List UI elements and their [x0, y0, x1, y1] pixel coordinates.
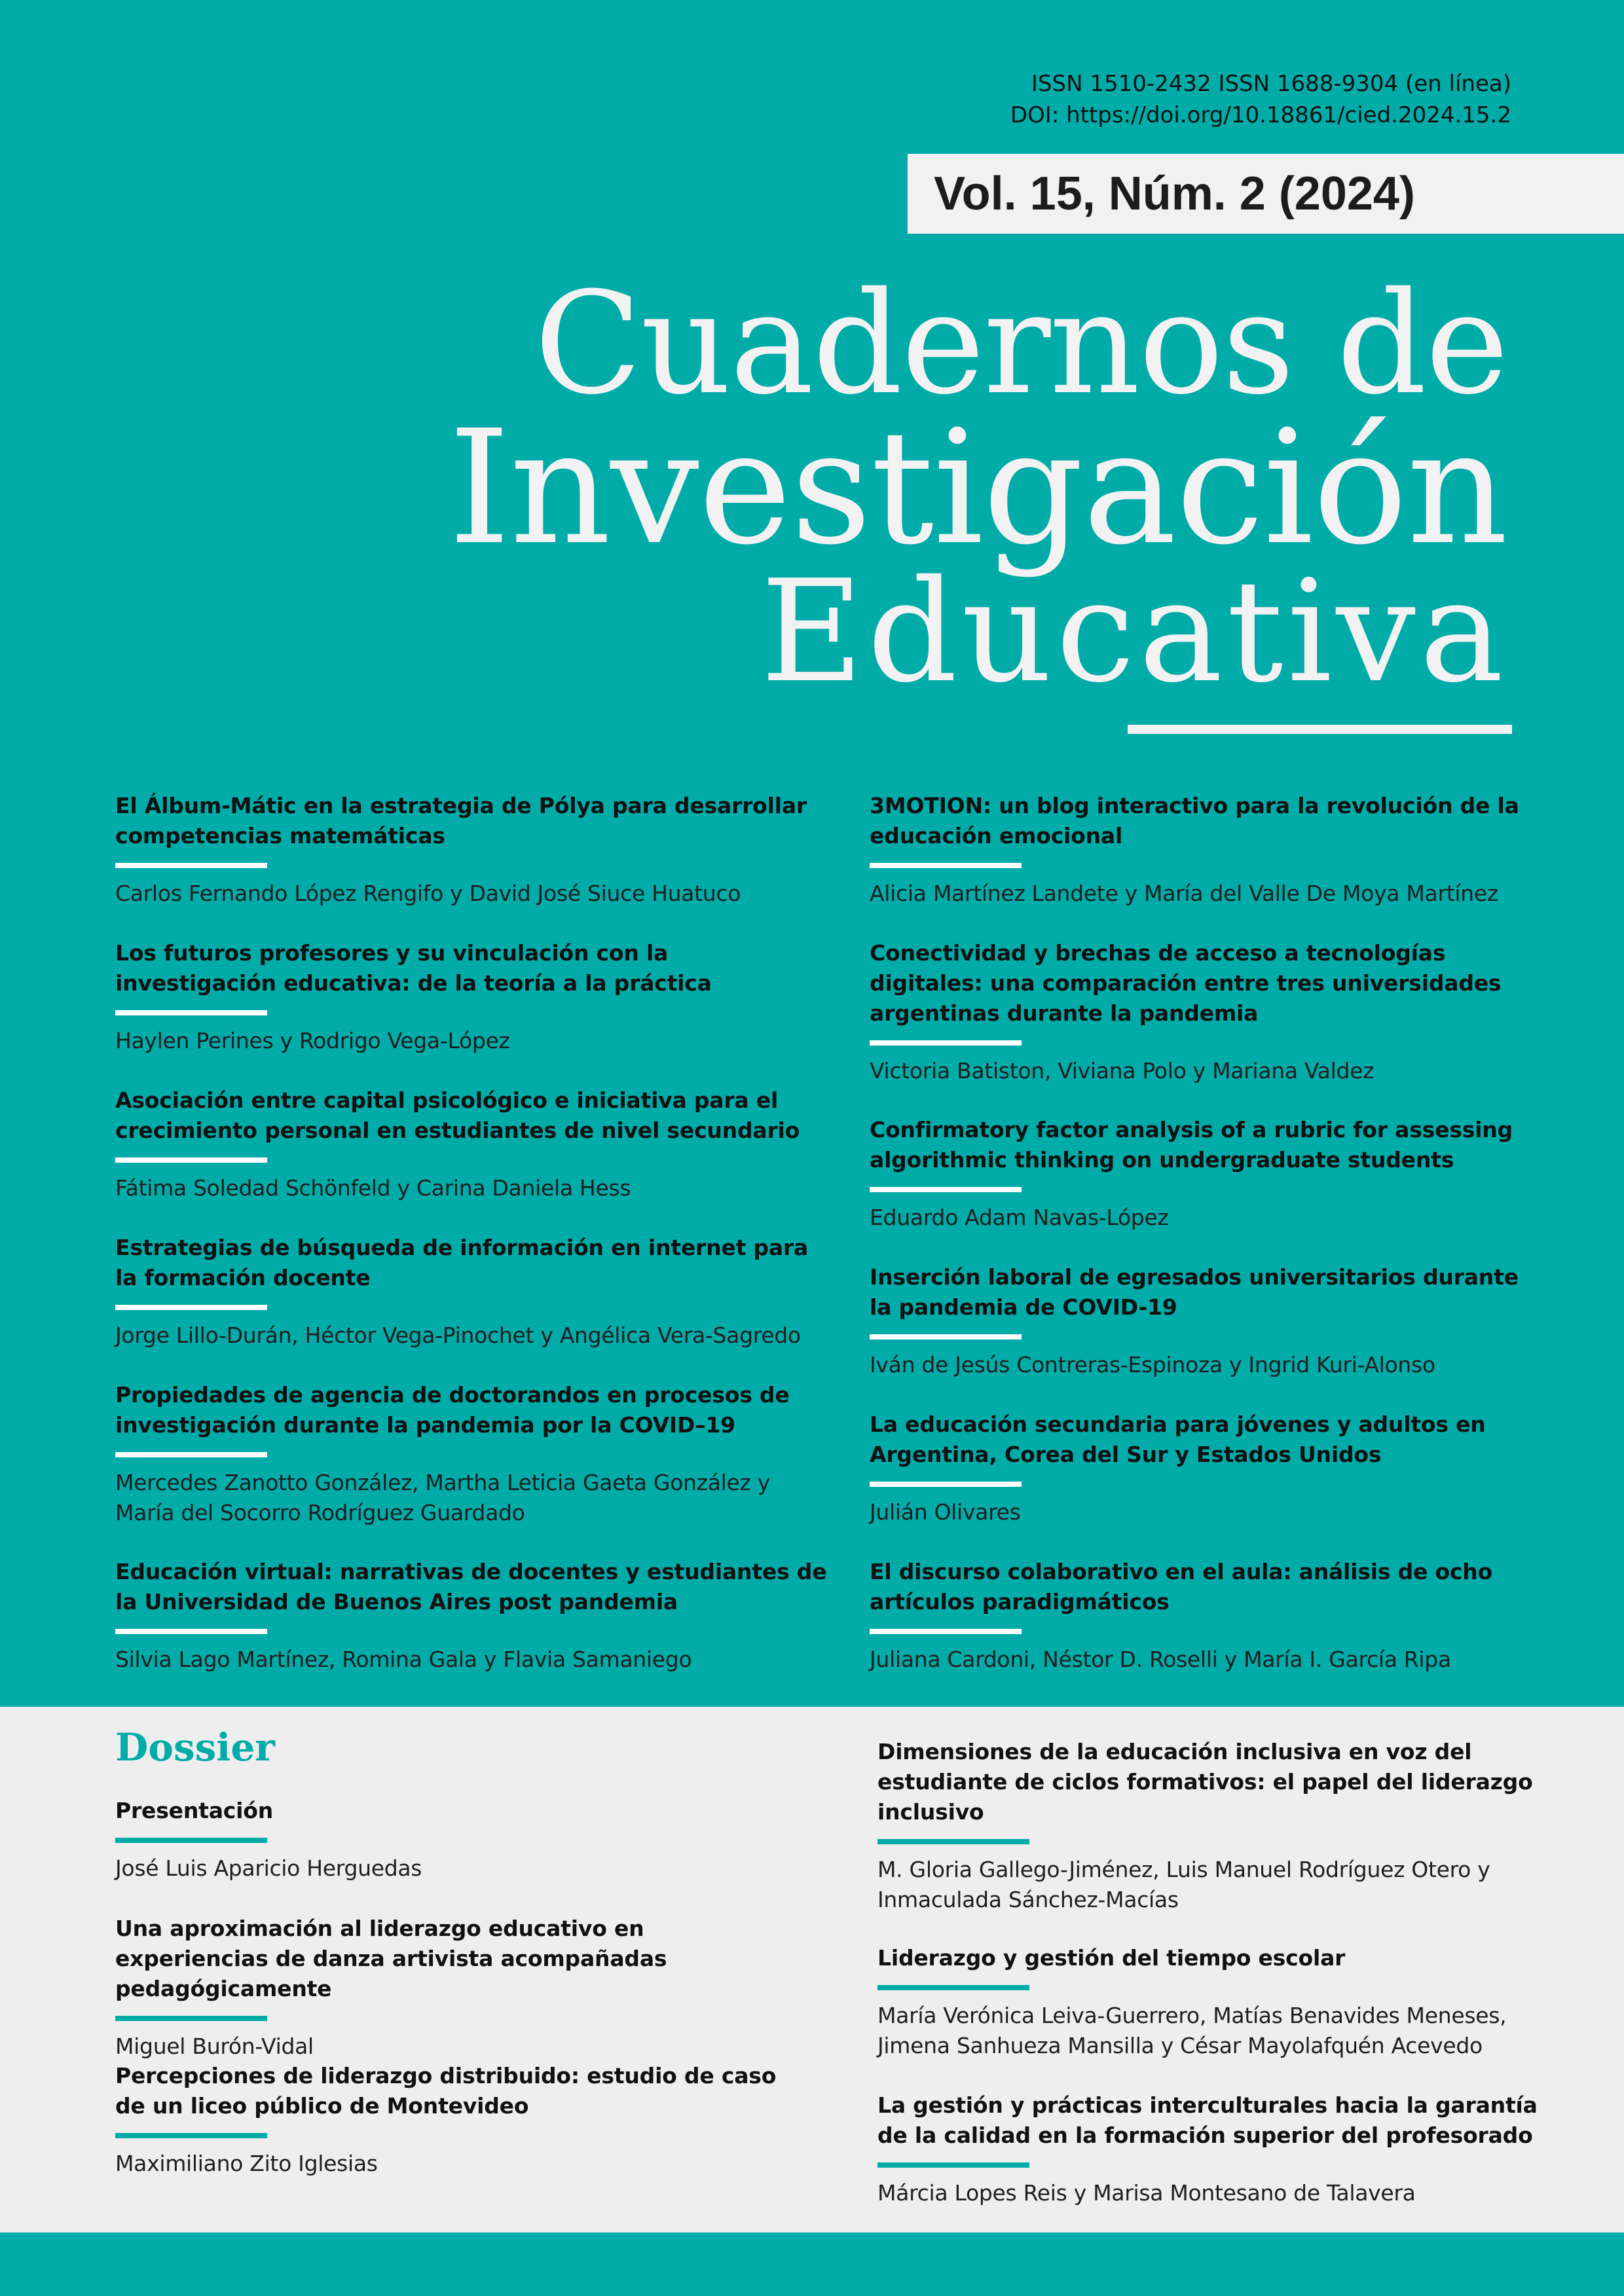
article-authors: Victoria Batiston, Viviana Polo y Mariana Valdez — [870, 1058, 1375, 1084]
dossier-title: Liderazgo y gestión del tiempo escolar — [877, 1945, 1346, 1971]
dossier-authors: Maximiliano Zito Iglesias — [115, 2151, 378, 2176]
article-title: Estrategias de búsqueda de información en internet para la formación docente — [115, 1235, 809, 1290]
dossier-title: La gestión y prácticas interculturales hacia la garantía de la calidad en la formación superior del profesorado — [877, 2092, 1538, 2148]
divider — [115, 1452, 267, 1457]
article-authors: Carlos Fernando López Rengifo y David José Siuce Huatuco — [115, 881, 741, 906]
divider — [870, 1187, 1022, 1192]
divider — [870, 1629, 1022, 1634]
divider — [877, 2162, 1029, 2168]
title-underline — [1128, 725, 1512, 734]
dossier-title: Una aproximación al liderazgo educativo en experiencias de danza artivista acompañadas pedagógicamente — [115, 1916, 667, 2001]
journal-title-line-2: Investigación — [448, 396, 1507, 579]
dossier-authors: María Verónica Leiva-Guerrero, Matías Benavides Meneses, Jimena Sanhueza Mansilla y César Mayolafquén Acevedo — [877, 2003, 1507, 2058]
article-authors: Silvia Lago Martínez, Romina Gala y Flavia Samaniego — [115, 1647, 692, 1672]
article-authors: Iván de Jesús Contreras-Espinoza y Ingrid Kuri-Alonso — [870, 1352, 1435, 1377]
article-entry — [115, 791, 829, 909]
article-entry — [870, 791, 1524, 909]
article-entry — [870, 1410, 1524, 1527]
article-entry — [115, 1233, 829, 1351]
divider — [870, 1334, 1022, 1339]
article-title: 3MOTION: un blog interactivo para la revolución de la educación emocional — [870, 793, 1519, 848]
article-title: Asociación entre capital psicológico e iniciativa para el crecimiento personal en estudiantes de nivel secundario — [115, 1087, 800, 1143]
journal-title — [448, 261, 1507, 714]
dossier-entry — [877, 1943, 1539, 2061]
dossier-entry — [877, 2090, 1539, 2208]
divider — [877, 1839, 1029, 1844]
dossier-title: Percepciones de liderazgo distribuido: estudio de caso de un liceo público de Montevideo — [115, 2063, 777, 2119]
dossier-title: Dimensiones de la educación inclusiva en voz del estudiante de ciclos formativos: el papel del liderazgo inclusivo — [877, 1739, 1533, 1825]
article-title: Propiedades de agencia de doctorandos en procesos de investigación durante la pandemia por la COVID–19 — [115, 1382, 790, 1438]
divider — [115, 1629, 267, 1634]
article-title: Confirmatory factor analysis of a rubric for assessing algorithmic thinking on undergraduate students — [870, 1117, 1513, 1173]
issn-line: ISSN 1510-2432 ISSN 1688-9304 (en línea) — [1031, 71, 1511, 97]
journal-title-line-3: Educativa — [760, 549, 1507, 714]
article-authors: Fátima Soledad Schönfeld y Carina Daniela Hess — [115, 1175, 631, 1201]
volume-box — [908, 154, 1624, 234]
article-title: El Álbum-Mátic en la estrategia de Pólya para desarrollar competencias matemáticas — [115, 793, 807, 848]
divider — [115, 2016, 267, 2021]
article-title: Los futuros profesores y su vinculación con la investigación educativa: de la teoría a la práctica — [115, 940, 712, 996]
divider — [870, 1482, 1022, 1487]
article-title: El discurso colaborativo en el aula: análisis de ocho artículos paradigmáticos — [870, 1559, 1493, 1614]
article-entry — [115, 1085, 829, 1203]
divider — [870, 1040, 1022, 1046]
doi-line: DOI: https://doi.org/10.18861/cied.2024.15.2 — [1010, 102, 1511, 128]
divider — [115, 1157, 267, 1163]
divider — [870, 863, 1022, 868]
article-authors: Jorge Lillo-Durán, Héctor Vega-Pinochet y Angélica Vera-Sagredo — [115, 1322, 801, 1348]
article-title: Educación virtual: narrativas de docentes y estudiantes de la Universidad de Buenos Aires post pandemia — [115, 1559, 827, 1614]
dossier-title: Presentación — [115, 1798, 274, 1823]
dossier-entry — [115, 1796, 790, 1884]
divider — [115, 1305, 267, 1310]
divider — [115, 1838, 267, 1843]
divider — [115, 863, 267, 868]
dossier-authors: José Luis Aparicio Herguedas — [115, 1855, 422, 1881]
dossier-entry — [115, 1914, 790, 2062]
article-entry — [115, 1557, 829, 1675]
article-authors: Eduardo Adam Navas-López — [870, 1205, 1169, 1230]
divider — [115, 2133, 267, 2138]
article-title: Inserción laboral de egresados universitarios durante la pandemia de COVID-19 — [870, 1264, 1519, 1320]
dossier-authors: Miguel Burón-Vidal — [115, 2033, 314, 2059]
article-entry — [115, 1380, 829, 1528]
article-entry — [870, 1262, 1524, 1380]
journal-title-line-1: Cuadernos de — [534, 261, 1507, 426]
article-authors: Alicia Martínez Landete y María del Valle De Moya Martínez — [870, 881, 1498, 906]
article-authors: Julián Olivares — [870, 1499, 1021, 1525]
dossier-authors: M. Gloria Gallego-Jiménez, Luis Manuel Rodríguez Otero y Inmaculada Sánchez-Macías — [877, 1857, 1490, 1912]
article-title: Conectividad y brechas de acceso a tecnologías digitales: una comparación entre tres universidades argentinas durante la pandemia — [870, 940, 1502, 1026]
dossier-entry — [115, 2061, 790, 2179]
divider — [877, 1985, 1029, 1990]
dossier-authors: Márcia Lopes Reis y Marisa Montesano de Talavera — [877, 2180, 1416, 2206]
article-entry — [870, 1115, 1524, 1233]
article-authors: Juliana Cardoni, Néstor D. Roselli y María I. García Ripa — [870, 1647, 1451, 1672]
issn-doi-block — [1010, 68, 1511, 131]
article-authors: Haylen Perines y Rodrigo Vega-López — [115, 1028, 510, 1053]
dossier-heading: Dossier — [115, 1725, 275, 1770]
volume-label: Vol. 15, Núm. 2 (2024) — [934, 168, 1415, 220]
dossier-entry — [877, 1737, 1539, 1915]
article-authors: Mercedes Zanotto González, Martha Leticia Gaeta González y María del Socorro Rodríguez Guardado — [115, 1470, 770, 1525]
article-title: La educación secundaria para jóvenes y adultos en Argentina, Corea del Sur y Estados Unidos — [870, 1412, 1486, 1467]
bottom-band — [0, 2232, 1624, 2296]
article-entry — [870, 938, 1524, 1086]
article-entry — [870, 1557, 1524, 1675]
article-entry — [115, 938, 829, 1056]
divider — [115, 1010, 267, 1015]
